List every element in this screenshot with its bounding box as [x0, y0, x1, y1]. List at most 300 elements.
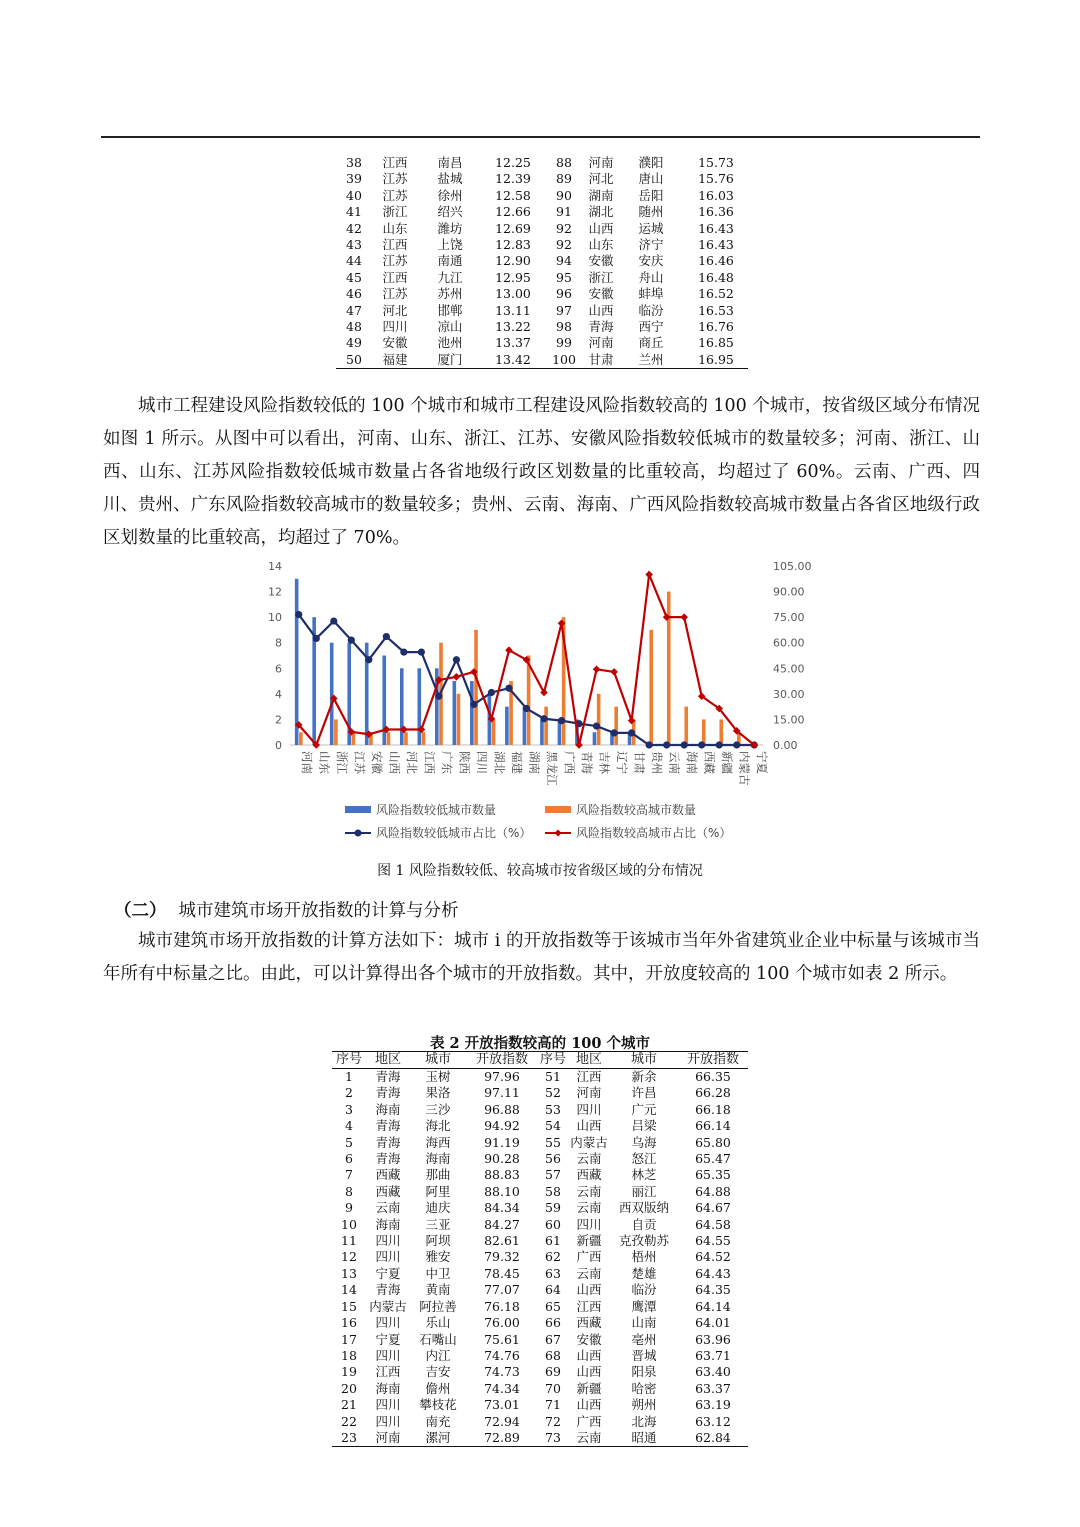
t2-row — [332, 1167, 748, 1183]
t1-cell: 12.95 — [495, 269, 531, 285]
t1-cell: 100 — [552, 351, 576, 367]
t2-cell: 青海 — [375, 1118, 401, 1134]
x-tick-label: 广西 — [562, 751, 577, 774]
t2-cell: 四川 — [576, 1216, 602, 1232]
t2-cell: 哈密 — [631, 1380, 657, 1396]
t2-cell: 11 — [341, 1233, 357, 1249]
t2-cell: 96.88 — [484, 1101, 520, 1117]
t1-cell: 西宁 — [638, 319, 664, 335]
t2-cell: 20 — [341, 1380, 357, 1396]
point-low — [418, 648, 425, 655]
paragraph-distribution — [103, 390, 980, 555]
t2-cell: 梧州 — [631, 1249, 657, 1265]
t1-cell: 河北 — [588, 171, 614, 187]
t2-row — [332, 1315, 748, 1331]
t2-cell: 65 — [545, 1298, 561, 1314]
bar-high — [457, 694, 461, 745]
t2-cell: 65.35 — [695, 1167, 731, 1183]
t2-cell: 74.34 — [484, 1380, 520, 1396]
t1-cell: 浙江 — [382, 204, 408, 220]
t2-cell: 84.27 — [484, 1216, 520, 1232]
t2-cell: 青海 — [375, 1085, 401, 1101]
t2-row — [332, 1085, 748, 1101]
x-tick-label: 宁夏 — [755, 751, 770, 774]
t2-cell: 广西 — [576, 1413, 602, 1429]
t2-cell: 73.01 — [484, 1397, 520, 1413]
x-tick-label: 江苏 — [352, 751, 367, 774]
t2-cell: 94.92 — [484, 1118, 520, 1134]
t1-cell: 江西 — [382, 237, 408, 253]
t2-cell: 21 — [341, 1397, 357, 1413]
t2-cell: 那曲 — [425, 1167, 451, 1183]
t1-cell: 厦门 — [437, 351, 463, 367]
point-high — [593, 666, 601, 674]
t1-cell: 苏州 — [437, 286, 463, 302]
t1-cell: 舟山 — [638, 269, 664, 285]
t2-cell: 吉安 — [425, 1364, 451, 1380]
y-right-tick-label: 0.00 — [773, 739, 798, 752]
legend-label: 风险指数较高城市数量 — [576, 803, 697, 817]
x-tick-label: 吉林 — [597, 751, 612, 774]
section-number: （二） — [114, 901, 167, 921]
t2-cell: 5 — [345, 1134, 353, 1150]
t1-cell: 12.69 — [495, 220, 531, 236]
t1-cell: 唐山 — [638, 171, 664, 187]
t1-cell: 16.36 — [698, 204, 734, 220]
t2-cell: 66.28 — [695, 1085, 731, 1101]
t1-cell: 随州 — [638, 204, 664, 220]
t2-row — [332, 1430, 748, 1447]
t1-row — [336, 237, 748, 253]
x-tick-label: 四川 — [474, 751, 489, 774]
t2-row — [332, 1299, 748, 1315]
x-tick-label: 内蒙古 — [737, 751, 752, 786]
t1-cell: 48 — [346, 319, 362, 335]
section-title: 城市建筑市场开放指数的计算与分析 — [178, 901, 459, 921]
t2-row — [332, 1135, 748, 1151]
t1-cell: 92 — [556, 220, 572, 236]
bar-high — [422, 732, 426, 745]
t1-cell: 13.42 — [495, 351, 531, 367]
t2-cell: 海西 — [425, 1134, 451, 1150]
t2-cell: 四川 — [576, 1101, 602, 1117]
x-tick-label: 辽宁 — [615, 751, 630, 774]
y-right-tick-label: 30.00 — [773, 687, 805, 701]
t2-cell: 63.96 — [695, 1331, 731, 1347]
t1-row — [336, 286, 748, 302]
t1-cell: 安徽 — [588, 253, 614, 269]
t2-row — [332, 1266, 748, 1282]
t2-row — [332, 1102, 748, 1118]
t1-cell: 蚌埠 — [638, 286, 664, 302]
t1-cell: 12.58 — [495, 187, 531, 203]
t1-cell: 88 — [556, 155, 572, 170]
t1-cell: 94 — [556, 253, 572, 269]
legend-label: 风险指数较低城市数量 — [376, 803, 497, 817]
t2-cell: 石嘴山 — [419, 1331, 457, 1347]
t2-row — [332, 1233, 748, 1249]
t2-cell: 昭通 — [631, 1429, 657, 1445]
t2-cell: 四川 — [375, 1249, 401, 1265]
t1-cell: 江苏 — [382, 187, 408, 203]
t1-cell: 41 — [346, 204, 362, 220]
t2-row — [332, 1348, 748, 1364]
x-tick-label: 西藏 — [702, 751, 717, 774]
t1-cell: 12.25 — [495, 155, 531, 170]
t2-cell: 73 — [545, 1429, 561, 1445]
point-low — [698, 741, 705, 748]
t2-cell: 72.89 — [484, 1429, 520, 1445]
paragraph-openness — [103, 925, 980, 991]
t2-cell: 62.84 — [695, 1429, 731, 1445]
t1-cell: 兰州 — [638, 351, 664, 367]
bar-high — [334, 719, 338, 745]
bar-low — [523, 707, 527, 745]
t2-cell: 10 — [341, 1216, 357, 1232]
t2-cell: 西藏 — [576, 1167, 602, 1183]
t2-cell: 楚雄 — [631, 1265, 657, 1281]
t2-cell: 52 — [545, 1085, 561, 1101]
t2-cell: 四川 — [375, 1233, 401, 1249]
figure-1-caption: 图 1 风险指数较低、较高城市按省级区域的分布情况 — [377, 863, 703, 879]
t2-cell: 76.00 — [484, 1315, 520, 1331]
t2-row — [332, 1364, 748, 1380]
t2-row — [332, 1069, 748, 1086]
t2-cell: 乐山 — [425, 1315, 451, 1331]
t2-cell: 河南 — [576, 1085, 602, 1101]
t2-cell: 青海 — [375, 1151, 401, 1167]
t2-cell: 77.07 — [484, 1282, 520, 1298]
t2-cell: 58 — [545, 1183, 561, 1199]
t2-cell: 广西 — [576, 1249, 602, 1265]
y-right-tick-label: 45.00 — [773, 662, 805, 676]
x-tick-label: 山东 — [317, 751, 332, 774]
t2-cell: 8 — [345, 1183, 353, 1199]
point-low — [646, 741, 653, 748]
t2-cell: 9 — [345, 1200, 353, 1216]
t1-cell: 山东 — [382, 220, 408, 236]
t1-row — [336, 303, 748, 319]
t2-cell: 64.35 — [695, 1282, 731, 1298]
t1-cell: 16.46 — [698, 253, 734, 269]
t2-cell: 64.01 — [695, 1315, 731, 1331]
t1-cell: 90 — [556, 187, 572, 203]
point-low — [470, 701, 477, 708]
t1-cell: 商丘 — [638, 335, 664, 351]
t2-cell: 内蒙古 — [570, 1134, 608, 1150]
bar-low — [417, 668, 421, 745]
t1-cell: 13.37 — [495, 335, 531, 351]
t1-row — [336, 319, 748, 335]
t2-cell: 山西 — [576, 1118, 602, 1134]
t2-cell: 97.11 — [484, 1085, 520, 1101]
legend-swatch — [545, 806, 571, 813]
t2-cell: 鹰潭 — [631, 1298, 657, 1314]
t2-cell: 江西 — [576, 1069, 602, 1084]
t2-cell: 6 — [345, 1151, 353, 1167]
bar-low — [400, 668, 404, 745]
y-left-tick-label: 10 — [268, 611, 282, 625]
t2-cell: 迪庆 — [425, 1200, 451, 1216]
t2-cell: 4 — [345, 1118, 353, 1134]
bar-low — [470, 681, 474, 745]
x-tick-label: 河南 — [299, 751, 314, 774]
t2-cell: 青海 — [375, 1069, 401, 1084]
t2-cell: 山南 — [631, 1315, 657, 1331]
x-tick-label: 海南 — [685, 751, 700, 774]
y-left-tick-label: 12 — [268, 585, 282, 599]
t1-cell: 凉山 — [437, 319, 463, 335]
table-2 — [332, 1051, 748, 1447]
t2-cell: 临汾 — [631, 1282, 657, 1298]
t2-cell: 中卫 — [425, 1265, 451, 1281]
t1-cell: 13.00 — [495, 286, 531, 302]
t1-row — [336, 204, 748, 220]
t2-cell: 南充 — [425, 1413, 451, 1429]
point-low — [348, 637, 355, 644]
t1-row — [336, 253, 748, 269]
t1-cell: 湖北 — [588, 204, 614, 220]
bar-high — [492, 719, 496, 745]
table-2-header-cell: 开放指数 — [678, 1052, 748, 1069]
t2-cell: 云南 — [576, 1265, 602, 1281]
t2-cell: 漯河 — [425, 1429, 451, 1445]
point-low — [558, 717, 565, 724]
t2-cell: 亳州 — [631, 1331, 657, 1347]
t2-cell: 海北 — [425, 1118, 451, 1134]
t2-cell: 69 — [545, 1364, 561, 1380]
t2-cell: 18 — [341, 1347, 357, 1363]
t1-cell: 河南 — [588, 335, 614, 351]
t2-cell: 阿坝 — [425, 1233, 451, 1249]
bar-high — [614, 707, 618, 745]
t2-row — [332, 1414, 748, 1430]
t2-cell: 66 — [545, 1315, 561, 1331]
t2-cell: 64 — [545, 1282, 561, 1298]
t2-cell: 江西 — [576, 1298, 602, 1314]
t1-row — [336, 155, 748, 171]
t2-cell: 山西 — [576, 1397, 602, 1413]
bar-high — [387, 732, 391, 745]
legend-label: 风险指数较高城市占比（%） — [576, 826, 732, 840]
top-rule — [101, 136, 980, 138]
t2-cell: 许昌 — [631, 1085, 657, 1101]
t1-cell: 16.03 — [698, 187, 734, 203]
t2-cell: 19 — [341, 1364, 357, 1380]
x-tick-label: 山西 — [387, 751, 402, 774]
bar-high — [702, 719, 706, 745]
t1-cell: 12.66 — [495, 204, 531, 220]
t2-cell: 97.96 — [484, 1069, 520, 1084]
legend-marker — [355, 830, 362, 837]
x-tick-label: 青海 — [580, 751, 595, 774]
t2-cell: 23 — [341, 1429, 357, 1445]
point-high — [680, 613, 688, 621]
x-tick-label: 甘肃 — [632, 751, 647, 774]
t1-cell: 临汾 — [638, 302, 664, 318]
t2-cell: 61 — [545, 1233, 561, 1249]
bar-high — [649, 630, 653, 745]
t2-cell: 丽江 — [631, 1183, 657, 1199]
x-tick-label: 贵州 — [650, 751, 665, 774]
x-tick-label: 陕西 — [457, 751, 472, 774]
y-right-tick-label: 60.00 — [773, 636, 805, 650]
t1-cell: 49 — [346, 335, 362, 351]
t2-cell: 乌海 — [631, 1134, 657, 1150]
t1-cell: 湖南 — [588, 187, 614, 203]
t2-row — [332, 1397, 748, 1413]
t1-cell: 16.85 — [698, 335, 734, 351]
t1-cell: 福建 — [382, 351, 408, 367]
t2-cell: 60 — [545, 1216, 561, 1232]
t1-cell: 16.53 — [698, 302, 734, 318]
t1-cell: 15.73 — [698, 155, 734, 170]
table-2-header-cell: 序号 — [332, 1052, 366, 1069]
t2-row — [332, 1200, 748, 1216]
t2-cell: 67 — [545, 1331, 561, 1347]
point-low — [435, 693, 442, 700]
t1-row — [336, 188, 748, 204]
point-low — [716, 741, 723, 748]
point-low — [400, 648, 407, 655]
t1-row — [336, 352, 748, 369]
t1-row — [336, 270, 748, 286]
t1-cell: 浙江 — [588, 269, 614, 285]
t2-cell: 64.88 — [695, 1183, 731, 1199]
t2-row — [332, 1249, 748, 1265]
t2-cell: 三亚 — [425, 1216, 451, 1232]
t1-cell: 濮阳 — [638, 155, 664, 170]
section-heading — [114, 897, 459, 922]
t2-cell: 90.28 — [484, 1151, 520, 1167]
x-tick-label: 安徽 — [369, 751, 384, 774]
t2-cell: 自贡 — [631, 1216, 657, 1232]
table-2-header-row — [332, 1052, 748, 1069]
t1-cell: 95 — [556, 269, 572, 285]
t2-cell: 青海 — [375, 1134, 401, 1150]
t2-cell: 66.14 — [695, 1118, 731, 1134]
t2-cell: 宁夏 — [375, 1265, 401, 1281]
t1-cell: 南昌 — [437, 155, 463, 170]
t1-cell: 98 — [556, 319, 572, 335]
y-left-tick-label: 6 — [275, 662, 282, 676]
t1-cell: 47 — [346, 302, 362, 318]
t2-cell: 雅安 — [425, 1249, 451, 1265]
t1-cell: 91 — [556, 204, 572, 220]
t1-cell: 40 — [346, 187, 362, 203]
t2-cell: 青海 — [375, 1282, 401, 1298]
t2-cell: 山西 — [576, 1282, 602, 1298]
t2-cell: 广元 — [631, 1101, 657, 1117]
t2-cell: 78.45 — [484, 1265, 520, 1281]
t2-row — [332, 1381, 748, 1397]
t2-cell: 71 — [545, 1397, 561, 1413]
point-low — [733, 741, 740, 748]
y-left-tick-label: 14 — [268, 560, 282, 573]
legend-marker — [555, 830, 562, 837]
point-low — [453, 656, 460, 663]
t2-cell: 17 — [341, 1331, 357, 1347]
t2-cell: 吕梁 — [631, 1118, 657, 1134]
t2-cell: 64.43 — [695, 1265, 731, 1281]
bar-high — [527, 656, 531, 746]
t2-cell: 79.32 — [484, 1249, 520, 1265]
t1-cell: 江西 — [382, 155, 408, 170]
point-low — [365, 656, 372, 663]
y-right-tick-label: 90.00 — [773, 585, 805, 599]
point-high — [453, 673, 461, 681]
bar-high — [299, 732, 303, 745]
point-low — [383, 633, 390, 640]
t1-cell: 南通 — [437, 253, 463, 269]
t1-cell: 43 — [346, 237, 362, 253]
t1-cell: 16.48 — [698, 269, 734, 285]
t1-cell: 12.90 — [495, 253, 531, 269]
t2-cell: 74.73 — [484, 1364, 520, 1380]
t1-cell: 92 — [556, 237, 572, 253]
point-low — [610, 729, 617, 736]
legend-swatch — [345, 806, 371, 813]
table-2-header-cell: 地区 — [366, 1052, 410, 1069]
x-tick-label: 黑龙江 — [545, 751, 560, 786]
y-left-tick-label: 2 — [275, 713, 282, 727]
t1-cell: 江苏 — [382, 253, 408, 269]
point-low — [330, 617, 337, 624]
t1-cell: 16.52 — [698, 286, 734, 302]
t2-cell: 64.55 — [695, 1233, 731, 1249]
t1-cell: 13.22 — [495, 319, 531, 335]
legend-label: 风险指数较低城市占比（%） — [376, 826, 532, 840]
t2-cell: 63.37 — [695, 1380, 731, 1396]
t2-cell: 14 — [341, 1282, 357, 1298]
table-2-header-cell: 城市 — [410, 1052, 466, 1069]
t2-cell: 西藏 — [375, 1167, 401, 1183]
point-low — [540, 715, 547, 722]
x-tick-label: 湖南 — [527, 751, 542, 774]
t2-cell: 云南 — [576, 1183, 602, 1199]
t2-cell: 北海 — [631, 1413, 657, 1429]
t2-cell: 70 — [545, 1380, 561, 1396]
t2-cell: 攀枝花 — [419, 1397, 457, 1413]
t2-cell: 74.76 — [484, 1347, 520, 1363]
t2-cell: 林芝 — [631, 1167, 657, 1183]
y-left-tick-label: 4 — [275, 687, 282, 701]
t2-cell: 新余 — [631, 1069, 657, 1084]
t1-cell: 绍兴 — [437, 204, 463, 220]
paragraph-openness-text: 城市建筑市场开放指数的计算方法如下：城市 i 的开放指数等于该城市当年外省建筑业企业中标量与该城市当年所有中标量之比。由此，可以计算得出各个城市的开放指数。其中，开放度较高的 100 个城市如表 2 所示。 — [103, 931, 980, 984]
point-low — [523, 705, 530, 712]
t1-cell: 安徽 — [382, 335, 408, 351]
t2-cell: 海南 — [425, 1151, 451, 1167]
t2-cell: 安徽 — [576, 1331, 602, 1347]
t2-cell: 16 — [341, 1315, 357, 1331]
bar-high — [474, 630, 478, 745]
t2-cell: 66.35 — [695, 1069, 731, 1084]
t1-cell: 96 — [556, 286, 572, 302]
t1-cell: 安庆 — [638, 253, 664, 269]
t2-cell: 新疆 — [576, 1380, 602, 1396]
table-2-header-cell: 城市 — [610, 1052, 678, 1069]
t2-cell: 57 — [545, 1167, 561, 1183]
t2-cell: 四川 — [375, 1315, 401, 1331]
x-tick-label: 湖北 — [492, 751, 507, 774]
t2-cell: 内蒙古 — [369, 1298, 407, 1314]
t2-cell: 云南 — [576, 1151, 602, 1167]
t2-cell: 西双版纳 — [618, 1200, 669, 1216]
point-low — [505, 685, 512, 692]
t2-cell: 阿拉善 — [419, 1298, 457, 1314]
table-2-title: 表 2 开放指数较高的 100 个城市 — [429, 1035, 651, 1052]
